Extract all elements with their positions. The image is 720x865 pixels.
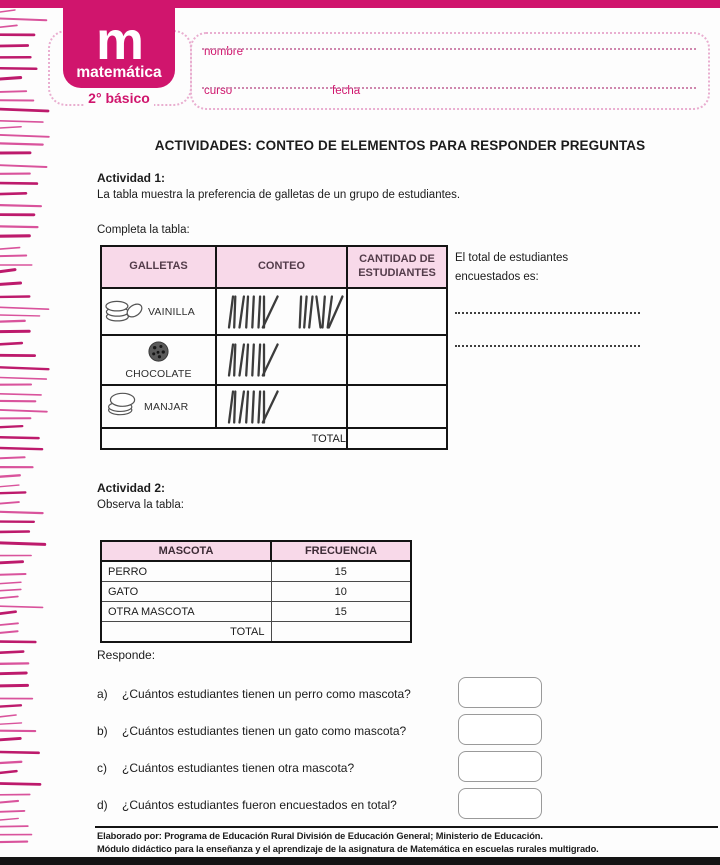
answer-box-b[interactable] (458, 714, 542, 745)
cantidad-cell-manjar[interactable] (347, 385, 447, 428)
questions-list (97, 675, 457, 823)
activity1-instruction: Completa la tabla: (97, 224, 190, 236)
answer-boxes (458, 677, 542, 825)
brand-logo-letter: m (95, 10, 142, 71)
bottom-edge-bar (0, 857, 720, 865)
side-note: El total de estudiantes encuestados es: (455, 252, 569, 283)
grade-label: 2° básico (55, 90, 183, 106)
tally-marks-vainilla (217, 293, 346, 331)
course-label: curso (204, 85, 233, 97)
flavor-label: VAINILLA (148, 305, 195, 318)
activity2-intro: Observa la tabla: (97, 499, 184, 511)
table-row-total (101, 428, 447, 449)
activity2-heading: Actividad 2: (97, 481, 166, 495)
cantidad-cell-vainilla[interactable] (347, 288, 447, 335)
pets-table (100, 540, 412, 643)
page-title: ACTIVIDADES: CONTEO DE ELEMENTOS PARA RESPONDER PREGUNTAS (154, 138, 646, 153)
table-row-total (101, 622, 411, 643)
date-label: fecha (332, 85, 361, 97)
total-cell[interactable] (347, 428, 447, 449)
name-label: nombre (204, 46, 243, 58)
answer-box-d[interactable] (458, 788, 542, 819)
table-row-otra: OTRA MASCOTA 15 (101, 602, 411, 622)
answer-line-2[interactable] (455, 345, 640, 347)
col-header-conteo: CONTEO (216, 246, 347, 288)
brand-logo (63, 0, 175, 88)
spiral-binding (0, 0, 58, 865)
cookies-table (100, 245, 448, 450)
chocolate-cookie-icon (147, 340, 170, 368)
answer-box-a[interactable] (458, 677, 542, 708)
total-label: TOTAL (101, 622, 271, 643)
table-row-manjar (101, 385, 447, 428)
vanilla-cookies-icon (105, 296, 145, 328)
flavor-label: CHOCOLATE (125, 368, 192, 380)
question-d: d) ¿Cuántos estudiantes fueron encuestados en total? (97, 797, 397, 812)
table-row-gato: GATO 10 (101, 582, 411, 602)
tally-marks-chocolate (217, 341, 346, 379)
question-a: a) ¿Cuántos estudiantes tienen un perro como mascota? (97, 686, 411, 701)
name-input-line[interactable] (202, 48, 696, 50)
course-date-input-line[interactable] (202, 87, 696, 89)
student-info-box (190, 32, 710, 110)
activity1-intro: La tabla muestra la preferencia de galletas de un grupo de estudiantes. (97, 189, 461, 201)
answer-box-c[interactable] (458, 751, 542, 782)
col-header-galletas: GALLETAS (101, 246, 216, 288)
col-header-cantidad: CANTIDAD DE ESTUDIANTES (347, 246, 447, 288)
col-header-frecuencia: FRECUENCIA (271, 541, 411, 561)
question-c: c) ¿Cuántos estudiantes tienen otra mascota? (97, 760, 355, 775)
brand-logo-word: matemática (76, 64, 162, 81)
activity1-heading: Actividad 1: (97, 171, 166, 185)
total-cell[interactable] (271, 622, 411, 643)
total-label: TOTAL (101, 428, 347, 449)
footer-credits: Elaborado por: Programa de Educación Rural División de Educación General; Ministerio de Educación. Módulo didáctico para la enseñanza y el aprendizaje de la asignatura de Matemática en escuelas rurales multigrado. (97, 831, 599, 854)
footer-divider (95, 826, 718, 828)
table-row-vainilla (101, 288, 447, 335)
question-b: b) ¿Cuántos estudiantes tienen un gato como mascota? (97, 723, 407, 738)
respond-label: Responde: (97, 648, 156, 662)
tally-marks-manjar (217, 388, 346, 426)
cantidad-cell-chocolate[interactable] (347, 335, 447, 385)
table-row-perro: PERRO 15 (101, 561, 411, 582)
answer-line-1[interactable] (455, 312, 640, 314)
table-row-chocolate (101, 335, 447, 385)
col-header-mascota: MASCOTA (101, 541, 271, 561)
flavor-label: MANJAR (144, 400, 189, 413)
manjar-cookie-icon (105, 391, 141, 422)
